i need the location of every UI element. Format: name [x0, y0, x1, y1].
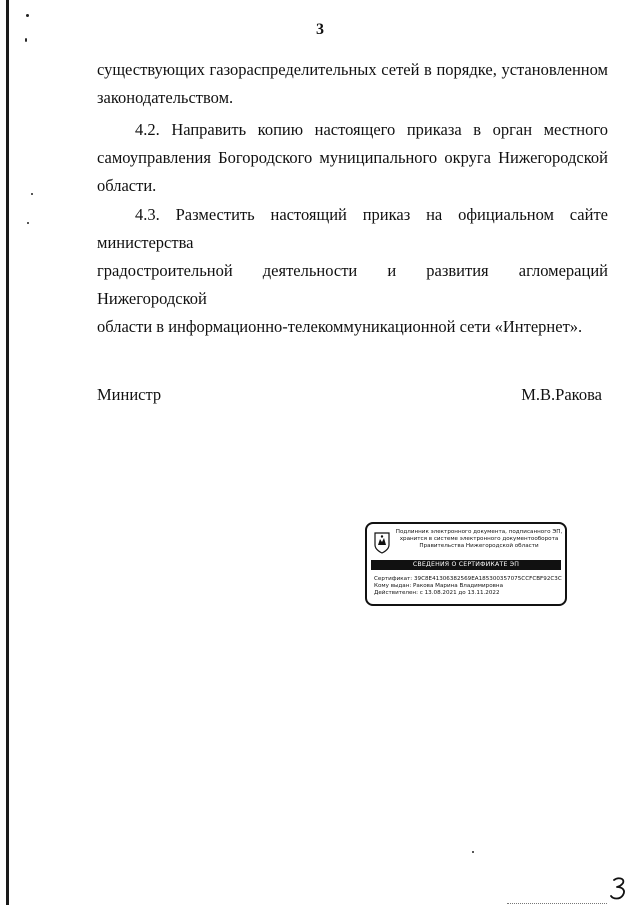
stamp-header — [393, 529, 565, 550]
stamp-details — [374, 576, 564, 597]
scan-speck — [27, 222, 29, 224]
stamp-title-bar: СВЕДЕНИЯ О СЕРТИФИКАТЕ ЭП — [371, 560, 561, 570]
handwritten-page-mark — [608, 876, 630, 902]
scan-speck — [472, 851, 474, 853]
stamp-valid-row — [374, 590, 564, 597]
paragraph-line: существующих газораспределительных сетей в порядке, установленном — [97, 60, 608, 79]
stamp-header-line: Правительства Нижегородской области — [419, 543, 539, 549]
scan-speck — [26, 14, 29, 17]
stamp-certificate-label: Сертификат: — [374, 576, 413, 582]
signatory-name: М.В.Ракова — [521, 385, 602, 404]
footer-dotted-line — [507, 903, 607, 904]
paragraph-line: градостроительной деятельности и развития агломераций Нижегородской — [97, 261, 608, 308]
paragraph-line: 4.2. Направить копию настоящего приказа в орган местного — [135, 120, 608, 139]
page-number: 3 — [316, 21, 324, 38]
stamp-header-line: Подлинник электронного документа, подписанного ЭП, — [395, 529, 563, 535]
electronic-signature-stamp — [365, 522, 567, 606]
stamp-certificate-value: 39C8E41306382569EA185300357075CCFCBF92C3C — [413, 576, 562, 582]
stamp-issued-to-value: Ракова Марина Владимировна — [413, 583, 504, 589]
stamp-valid-value: с 13.08.2021 до 13.11.2022 — [419, 590, 500, 596]
stamp-certificate-row — [374, 576, 564, 583]
scan-left-border — [6, 0, 9, 905]
paragraph-continuation — [97, 56, 608, 112]
paragraph-line: области. — [97, 176, 157, 195]
paragraph-line: законодательством. — [97, 88, 234, 107]
paragraph-4-2 — [97, 116, 608, 200]
paragraph-line: 4.3. Разместить настоящий приказ на официальном сайте министерства — [97, 205, 608, 252]
coat-of-arms-icon — [374, 532, 390, 554]
paragraph-4-3 — [97, 201, 608, 341]
paragraph-line: области в информационно-телекоммуникационной сети «Интернет». — [97, 317, 583, 336]
stamp-header-line: хранится в системе электронного документооборота — [399, 536, 559, 542]
signature-block — [97, 385, 602, 405]
paragraph-line: самоуправления Богородского муниципального округа Нижегородской — [97, 148, 608, 167]
scan-speck — [31, 193, 33, 195]
signatory-title: Министр — [97, 385, 162, 404]
stamp-issued-to-label: Кому выдан: — [374, 583, 412, 589]
stamp-issued-to-row — [374, 583, 564, 590]
stamp-valid-label: Действителен: — [374, 590, 418, 596]
